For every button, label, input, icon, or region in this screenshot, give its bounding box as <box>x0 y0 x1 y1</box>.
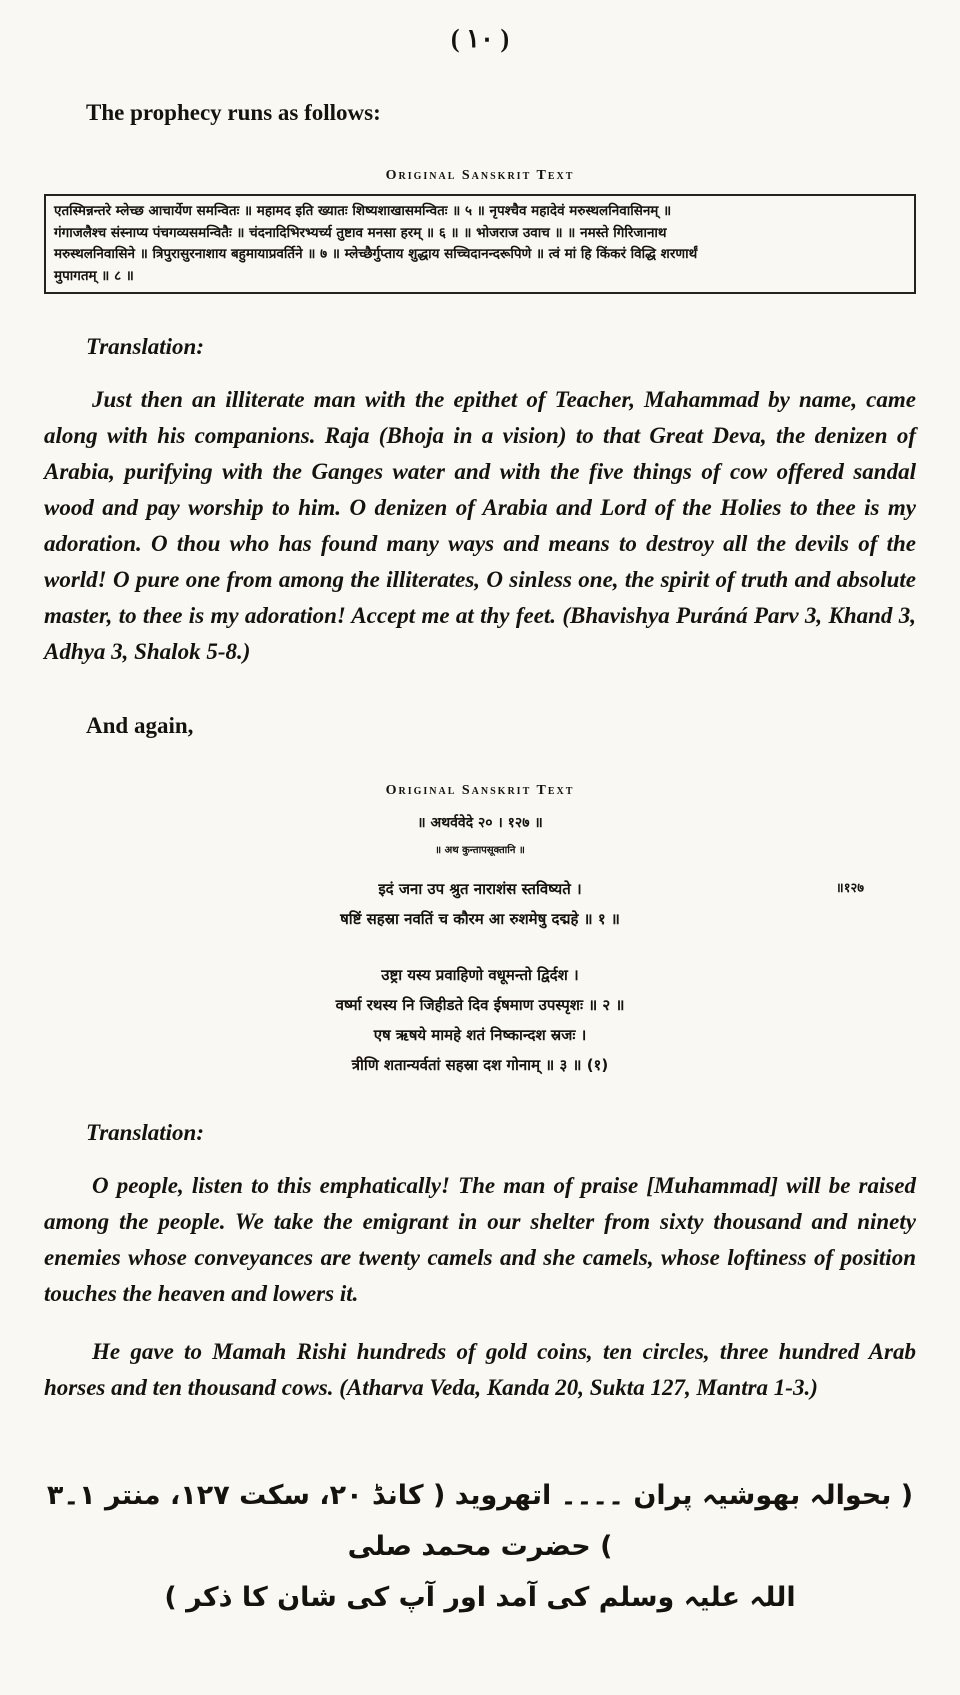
verse-group-2 <box>44 960 916 1080</box>
translation-paragraph-3: He gave to Mamah Rishi hundreds of gold coins, ten circles, three hundred Arab horses and ten thousand cows. (Atharva Veda, Kanda 20, Sukta 127, Mantra 1-3.) <box>44 1338 916 1400</box>
intro-text: The prophecy runs as follows: <box>86 100 381 125</box>
sanskrit-heading-1: Original Sanskrit Text <box>385 168 575 183</box>
sanskrit-line: एतस्मिन्नन्तरे म्लेच्छ आचार्येण समन्वितः ॥ महामद इति ख्यातः शिष्यशाखासमन्वितः ॥ ५ ॥ नृपश्चैव महादेवं मरुस्थलनिवासिनम् ॥ <box>54 203 672 219</box>
sanskrit-text-box <box>44 194 916 294</box>
sanskrit-line: मरुस्थलनिवासिने ॥ त्रिपुरासुरनाशाय बहुमायाप्रवर्तिने ॥ ७ ॥ म्लेच्छैर्गुप्ताय शुद्धाय सच्चिदानन्दरूपिणे ॥ त्वं मां हि किंकरं विद्धि शरणार्थं <box>54 246 698 263</box>
sanskrit-line: गंगाजलैश्च संस्नाप्य पंचगव्यसमन्वितैः ॥ चंदनादिभिरभ्यर्च्य तुष्टाव मनसा हरम् ॥ ६ ॥ ॥ भोजराज उवाच ॥ ॥ नमस्ते गिरिजानाथ <box>54 224 667 241</box>
urdu-footnote <box>44 1470 916 1624</box>
verse-line: एष ऋषये मामहे शतं निष्कान्दश स्रजः । <box>373 1026 587 1045</box>
translation-paragraph-2: O people, listen to this emphatically! The man of praise [Muhammad] will be raised among the people. We take the emigrant in our shelter from sixty thousand and ninety enemies whose conveyances are twenty camels and she camels, whose loftiness of position touches the heaven and lowers it. <box>44 1173 916 1306</box>
margin-verse-number: ॥१२७ <box>835 881 864 897</box>
urdu-footnote-line: ( بحوالہ بھوشیہ پران ۔۔۔۔ اتھروید ( کانڈ ۲۰، سکت ۱۲۷، منتر ۱۔۳ ) حضرت محمد صلی <box>46 1479 914 1562</box>
veda-reference-line: ॥ अथर्ववेदे २० । १२७ ॥ <box>417 815 543 832</box>
translation-paragraph-1: Just then an illiterate man with the epithet of Teacher, Mahammad by name, came along with his companions. Raja (Bhoja in a vision) to that Great Deva, the denizen of Arabia, purifying with the Ganges water and with the five things of cow offered sandal wood and pay worship to him. O denizen of Arabia and Lord of the Holies to thee is my adoration. O thou who has found many ways and means to destroy all the devils of the world! O pure one from among the illiterates, O sinless one, the spirit of truth and absolute master, to thee is my adoration! Accept me at thy feet. (Bhavishya Puráná Parv 3, Khand 3, Adhya 3, Shalok 5-8.) <box>44 387 916 664</box>
verse-line: षष्टिं सहस्रा नवतिं च कौरम आ रुशमेषु दद्महे ॥ १ ॥ <box>340 910 620 929</box>
verse-line: वर्ष्मा रथस्य नि जिहीडते दिव ईषमाण उपस्पृशः ॥ २ ॥ <box>335 996 625 1015</box>
urdu-footnote-line: اللہ علیہ وسلم کی آمد اور آپ کی شان کا ذکر ) <box>164 1582 796 1614</box>
translation-label-1: Translation: <box>86 334 205 360</box>
verse-group-1 <box>44 874 916 934</box>
verse-line: उष्ट्रा यस्य प्रवाहिणो वधूमन्तो द्विर्दश । <box>381 966 579 985</box>
translation-label-2: Translation: <box>86 1120 205 1146</box>
sanskrit-line: मुपागतम् ॥ ८ ॥ <box>54 267 134 284</box>
and-again-text: And again, <box>86 713 194 739</box>
sanskrit-heading-2: Original Sanskrit Text <box>385 783 575 799</box>
verse-line: इदं जना उप श्रुत नाराशंस स्तविष्यते । <box>378 880 582 899</box>
page-number: ( ۱۰ ) <box>450 24 510 53</box>
verse-line: त्रीणि शतान्यर्वतां सहस्रा दश गोनाम् ॥ ३ ॥ (१) <box>351 1056 609 1075</box>
veda-subheading-line: ॥ अथ कुन्तापसूक्तानि ॥ <box>435 845 525 857</box>
